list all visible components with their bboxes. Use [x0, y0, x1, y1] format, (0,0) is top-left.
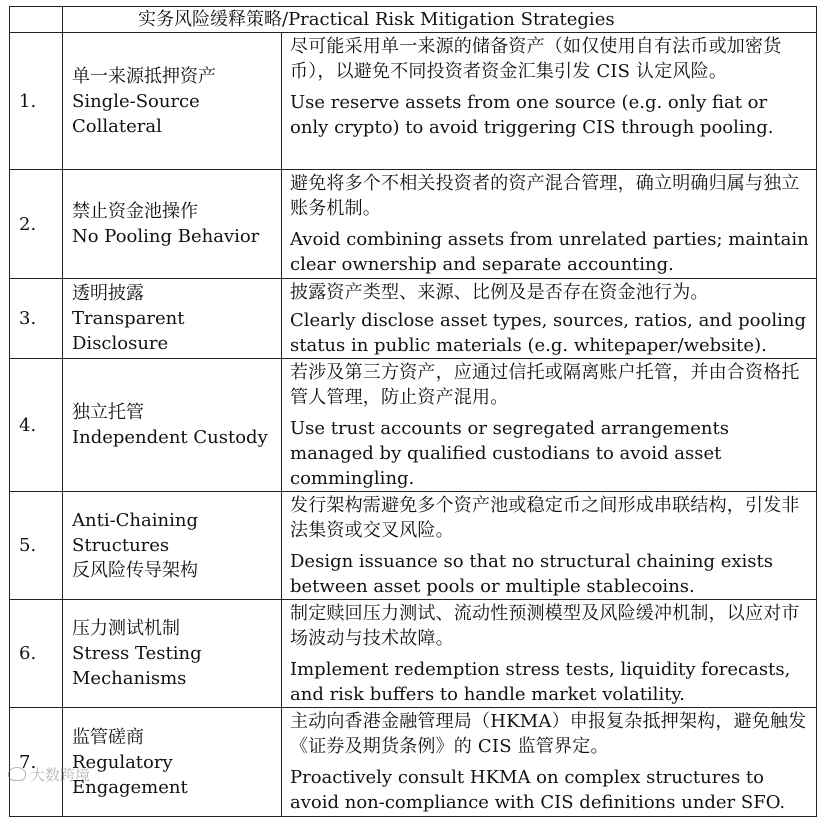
- description-english: Proactively consult HKMA on complex structures to avoid non-compliance with CIS definitions under SFO.: [290, 767, 786, 813]
- row-number: 5.: [10, 492, 63, 600]
- strategy-name: [63, 279, 282, 359]
- row-number: 3.: [10, 279, 63, 359]
- table-row: [10, 33, 817, 170]
- row-number: 6.: [10, 600, 63, 708]
- strategy-name-line: Transparent: [72, 308, 185, 329]
- row-number: 7.: [10, 708, 63, 817]
- description-english: Use trust accounts or segregated arrangements managed by qualified custodians to avoid asset commingling.: [290, 418, 729, 489]
- strategy-name: [63, 359, 282, 492]
- table-row: [10, 708, 817, 817]
- strategy-name-line: Regulatory: [72, 751, 173, 773]
- strategy-name-line: Anti-Chaining: [72, 510, 198, 531]
- strategy-name-line: Independent Custody: [72, 427, 268, 448]
- description-chinese: 制定赎回压力测试、流动性预测模型及风险缓冲机制，以应对市场波动与技术故障。: [290, 603, 800, 649]
- description-english: Clearly disclose asset types, sources, ratios, and pooling status in public materials (e.g. whitepaper/website).: [290, 310, 806, 356]
- strategy-name: [63, 33, 282, 170]
- description-chinese: 避免将多个不相关投资者的资产混合管理，确立明确归属与独立账务机制。: [290, 173, 800, 219]
- description-english: Implement redemption stress tests, liquidity forecasts, and risk buffers to handle market volatility.: [290, 659, 791, 705]
- strategy-name-line: 反风险传导架构: [72, 560, 198, 581]
- strategy-name-line: 透明披露: [72, 283, 144, 304]
- row-number: 2.: [10, 170, 63, 279]
- strategy-description: [282, 600, 817, 708]
- strategy-name-line: Mechanisms: [72, 668, 187, 689]
- weibo-logo-icon: [8, 767, 26, 781]
- watermark-text: 大数跨境: [30, 766, 91, 784]
- table-row: [10, 492, 817, 600]
- row-number: 4.: [10, 359, 63, 492]
- strategy-name-line: Engagement: [72, 776, 188, 798]
- strategy-name-line: 独立托管: [72, 402, 144, 423]
- table-row: [10, 600, 817, 708]
- description-english: Design issuance so that no structural chaining exists between asset pools or multiple stablecoins.: [290, 551, 773, 597]
- strategy-name: [63, 708, 282, 817]
- strategy-name-line: 监管磋商: [72, 726, 144, 748]
- strategy-name-line: Single-Source: [72, 90, 200, 112]
- strategy-name-line: Disclosure: [72, 333, 169, 354]
- watermark: [8, 764, 90, 785]
- table-title: 实务风险缓释策略/Practical Risk Mitigation Strategies: [63, 7, 817, 33]
- strategy-name-line: Collateral: [72, 115, 162, 137]
- mitigation-table: [9, 6, 817, 817]
- strategy-name: [63, 600, 282, 708]
- strategy-description: [282, 708, 817, 817]
- table-row: [10, 359, 817, 492]
- strategy-name-line: Stress Testing: [72, 643, 202, 664]
- description-english: Use reserve assets from one source (e.g. only fiat or only crypto) to avoid triggering CIS through pooling.: [290, 92, 774, 138]
- table-header-row: [10, 7, 817, 33]
- description-english: Avoid combining assets from unrelated parties; maintain clear ownership and separate accounting.: [290, 229, 809, 275]
- strategy-name-line: 压力测试机制: [72, 618, 180, 639]
- strategy-name-line: 单一来源抵押资产: [72, 65, 216, 87]
- header-blank-cell: [10, 7, 63, 33]
- row-number: 1.: [10, 33, 63, 170]
- strategy-name-line: Structures: [72, 535, 170, 556]
- table-row: [10, 170, 817, 279]
- strategy-description: [282, 170, 817, 279]
- strategy-description: [282, 279, 817, 359]
- description-chinese: 披露资产类型、来源、比例及是否存在资金池行为。: [290, 282, 709, 303]
- strategy-description: [282, 492, 817, 600]
- strategy-description: [282, 359, 817, 492]
- description-chinese: 尽可能采用单一来源的储备资产（如仅使用自有法币或加密货币），以避免不同投资者资金汇集引发 CIS 认定风险。: [290, 36, 782, 82]
- strategy-name: [63, 170, 282, 279]
- description-chinese: 发行架构需避免多个资产池或稳定币之间形成串联结构，引发非法集资或交叉风险。: [290, 495, 800, 541]
- strategy-name-line: No Pooling Behavior: [72, 226, 260, 247]
- strategy-name-line: 禁止资金池操作: [72, 201, 198, 222]
- description-chinese: 若涉及第三方资产，应通过信托或隔离账户托管，并由合资格托管人管理，防止资产混用。: [290, 362, 800, 408]
- strategy-name: [63, 492, 282, 600]
- description-chinese: 主动向香港金融管理局（HKMA）申报复杂抵押架构，避免触发《证券及期货条例》的 CIS 监管界定。: [290, 711, 807, 757]
- table-row: [10, 279, 817, 359]
- strategy-description: [282, 33, 817, 170]
